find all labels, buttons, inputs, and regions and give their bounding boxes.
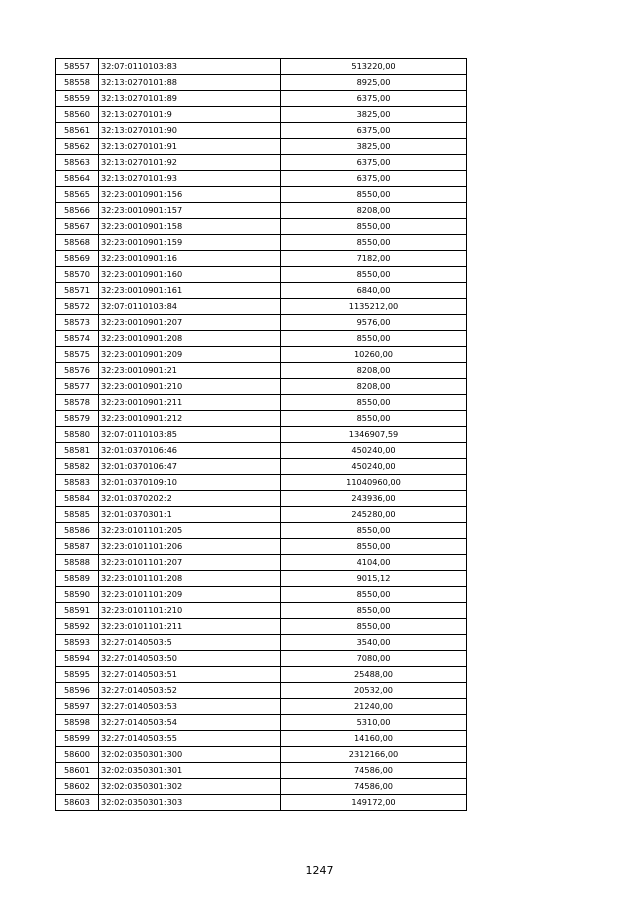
table-row xyxy=(56,75,467,91)
row-number: 58578 xyxy=(56,395,99,411)
cadastral-value: 8550,00 xyxy=(281,539,467,555)
cadastral-number: 32:23:0010901:212 xyxy=(99,411,281,427)
cadastral-number: 32:23:0101101:211 xyxy=(99,619,281,635)
table-row xyxy=(56,731,467,747)
page-number: 1247 xyxy=(305,864,334,877)
table-row xyxy=(56,507,467,523)
row-number: 58589 xyxy=(56,571,99,587)
table-row xyxy=(56,459,467,475)
cadastral-number: 32:23:0101101:209 xyxy=(99,587,281,603)
cadastral-value: 11040960,00 xyxy=(281,475,467,491)
cadastral-value: 1135212,00 xyxy=(281,299,467,315)
row-number: 58562 xyxy=(56,139,99,155)
cadastral-number: 32:23:0101101:208 xyxy=(99,571,281,587)
cadastral-value: 8925,00 xyxy=(281,75,467,91)
row-number: 58591 xyxy=(56,603,99,619)
cadastral-number: 32:07:0110103:83 xyxy=(99,59,281,75)
cadastral-value: 8550,00 xyxy=(281,411,467,427)
row-number: 58575 xyxy=(56,347,99,363)
cadastral-number: 32:23:0010901:157 xyxy=(99,203,281,219)
table-row xyxy=(56,363,467,379)
cadastral-value: 14160,00 xyxy=(281,731,467,747)
cadastral-value: 10260,00 xyxy=(281,347,467,363)
table-row xyxy=(56,91,467,107)
cadastral-value: 513220,00 xyxy=(281,59,467,75)
cadastral-value: 8550,00 xyxy=(281,603,467,619)
cadastral-number: 32:07:0110103:84 xyxy=(99,299,281,315)
cadastral-number: 32:13:0270101:9 xyxy=(99,107,281,123)
row-number: 58564 xyxy=(56,171,99,187)
cadastral-number: 32:23:0010901:208 xyxy=(99,331,281,347)
cadastral-number: 32:23:0010901:21 xyxy=(99,363,281,379)
table-row xyxy=(56,331,467,347)
table-row xyxy=(56,555,467,571)
row-number: 58583 xyxy=(56,475,99,491)
row-number: 58565 xyxy=(56,187,99,203)
row-number: 58572 xyxy=(56,299,99,315)
cadastral-number: 32:23:0010901:209 xyxy=(99,347,281,363)
cadastral-number: 32:23:0010901:211 xyxy=(99,395,281,411)
row-number: 58581 xyxy=(56,443,99,459)
cadastral-value: 4104,00 xyxy=(281,555,467,571)
row-number: 58592 xyxy=(56,619,99,635)
row-number: 58557 xyxy=(56,59,99,75)
row-number: 58585 xyxy=(56,507,99,523)
row-number: 58563 xyxy=(56,155,99,171)
row-number: 58579 xyxy=(56,411,99,427)
row-number: 58588 xyxy=(56,555,99,571)
row-number: 58571 xyxy=(56,283,99,299)
row-number: 58576 xyxy=(56,363,99,379)
table-row xyxy=(56,603,467,619)
table-row xyxy=(56,635,467,651)
cadastral-value: 8208,00 xyxy=(281,363,467,379)
table-row xyxy=(56,139,467,155)
cadastral-number: 32:13:0270101:89 xyxy=(99,91,281,107)
cadastral-value: 25488,00 xyxy=(281,667,467,683)
table-row xyxy=(56,683,467,699)
cadastral-value: 74586,00 xyxy=(281,763,467,779)
row-number: 58595 xyxy=(56,667,99,683)
cadastral-value: 8550,00 xyxy=(281,235,467,251)
table-row xyxy=(56,747,467,763)
cadastral-number: 32:13:0270101:90 xyxy=(99,123,281,139)
row-number: 58601 xyxy=(56,763,99,779)
table-row xyxy=(56,795,467,811)
cadastral-number: 32:27:0140503:50 xyxy=(99,651,281,667)
cadastral-value: 8550,00 xyxy=(281,267,467,283)
cadastral-number: 32:01:0370301:1 xyxy=(99,507,281,523)
cadastral-value-table xyxy=(55,58,467,811)
row-number: 58567 xyxy=(56,219,99,235)
table-row xyxy=(56,379,467,395)
row-number: 58593 xyxy=(56,635,99,651)
cadastral-number: 32:23:0010901:160 xyxy=(99,267,281,283)
cadastral-number: 32:27:0140503:5 xyxy=(99,635,281,651)
cadastral-number: 32:27:0140503:53 xyxy=(99,699,281,715)
table-row xyxy=(56,571,467,587)
cadastral-number: 32:01:0370202:2 xyxy=(99,491,281,507)
cadastral-value: 8550,00 xyxy=(281,587,467,603)
row-number: 58599 xyxy=(56,731,99,747)
cadastral-value: 6375,00 xyxy=(281,123,467,139)
cadastral-number: 32:01:0370106:47 xyxy=(99,459,281,475)
row-number: 58559 xyxy=(56,91,99,107)
cadastral-value: 2312166,00 xyxy=(281,747,467,763)
cadastral-value: 450240,00 xyxy=(281,459,467,475)
table-row xyxy=(56,427,467,443)
cadastral-value: 6375,00 xyxy=(281,155,467,171)
cadastral-value: 3825,00 xyxy=(281,107,467,123)
table-row xyxy=(56,107,467,123)
row-number: 58568 xyxy=(56,235,99,251)
row-number: 58598 xyxy=(56,715,99,731)
cadastral-number: 32:27:0140503:52 xyxy=(99,683,281,699)
cadastral-value: 8208,00 xyxy=(281,203,467,219)
cadastral-value: 74586,00 xyxy=(281,779,467,795)
cadastral-number: 32:02:0350301:303 xyxy=(99,795,281,811)
cadastral-value: 8550,00 xyxy=(281,219,467,235)
cadastral-number: 32:23:0010901:207 xyxy=(99,315,281,331)
table-row xyxy=(56,155,467,171)
cadastral-number: 32:07:0110103:85 xyxy=(99,427,281,443)
cadastral-value: 9576,00 xyxy=(281,315,467,331)
cadastral-value: 8550,00 xyxy=(281,331,467,347)
row-number: 58596 xyxy=(56,683,99,699)
cadastral-value: 8550,00 xyxy=(281,523,467,539)
table-row xyxy=(56,715,467,731)
row-number: 58603 xyxy=(56,795,99,811)
cadastral-number: 32:13:0270101:88 xyxy=(99,75,281,91)
table-row xyxy=(56,763,467,779)
table-row xyxy=(56,619,467,635)
table-row xyxy=(56,699,467,715)
row-number: 58577 xyxy=(56,379,99,395)
row-number: 58600 xyxy=(56,747,99,763)
cadastral-value: 245280,00 xyxy=(281,507,467,523)
cadastral-number: 32:23:0010901:158 xyxy=(99,219,281,235)
cadastral-number: 32:23:0010901:210 xyxy=(99,379,281,395)
row-number: 58570 xyxy=(56,267,99,283)
cadastral-value: 20532,00 xyxy=(281,683,467,699)
row-number: 58584 xyxy=(56,491,99,507)
table-row xyxy=(56,203,467,219)
table-body xyxy=(56,59,467,811)
table-row xyxy=(56,315,467,331)
cadastral-number: 32:13:0270101:93 xyxy=(99,171,281,187)
cadastral-value: 6840,00 xyxy=(281,283,467,299)
row-number: 58560 xyxy=(56,107,99,123)
cadastral-value: 7080,00 xyxy=(281,651,467,667)
cadastral-number: 32:13:0270101:92 xyxy=(99,155,281,171)
cadastral-number: 32:23:0010901:156 xyxy=(99,187,281,203)
row-number: 58580 xyxy=(56,427,99,443)
table-row xyxy=(56,443,467,459)
table-row xyxy=(56,267,467,283)
row-number: 58566 xyxy=(56,203,99,219)
row-number: 58594 xyxy=(56,651,99,667)
cadastral-number: 32:27:0140503:55 xyxy=(99,731,281,747)
cadastral-number: 32:23:0010901:16 xyxy=(99,251,281,267)
cadastral-value: 8550,00 xyxy=(281,187,467,203)
cadastral-number: 32:27:0140503:51 xyxy=(99,667,281,683)
cadastral-number: 32:23:0101101:205 xyxy=(99,523,281,539)
table-row xyxy=(56,171,467,187)
cadastral-value: 9015,12 xyxy=(281,571,467,587)
table-row xyxy=(56,395,467,411)
cadastral-number: 32:27:0140503:54 xyxy=(99,715,281,731)
cadastral-number: 32:01:0370109:10 xyxy=(99,475,281,491)
table-row xyxy=(56,187,467,203)
table-row xyxy=(56,491,467,507)
row-number: 58558 xyxy=(56,75,99,91)
row-number: 58569 xyxy=(56,251,99,267)
table-row xyxy=(56,539,467,555)
table-row xyxy=(56,523,467,539)
cadastral-value: 21240,00 xyxy=(281,699,467,715)
cadastral-value: 243936,00 xyxy=(281,491,467,507)
table-row xyxy=(56,123,467,139)
cadastral-number: 32:23:0101101:207 xyxy=(99,555,281,571)
table-row xyxy=(56,411,467,427)
row-number: 58587 xyxy=(56,539,99,555)
cadastral-number: 32:02:0350301:300 xyxy=(99,747,281,763)
table-row xyxy=(56,219,467,235)
row-number: 58573 xyxy=(56,315,99,331)
cadastral-number: 32:01:0370106:46 xyxy=(99,443,281,459)
row-number: 58561 xyxy=(56,123,99,139)
table-row xyxy=(56,251,467,267)
cadastral-value: 5310,00 xyxy=(281,715,467,731)
cadastral-value: 6375,00 xyxy=(281,171,467,187)
cadastral-value: 450240,00 xyxy=(281,443,467,459)
row-number: 58590 xyxy=(56,587,99,603)
cadastral-number: 32:23:0101101:206 xyxy=(99,539,281,555)
cadastral-number: 32:23:0101101:210 xyxy=(99,603,281,619)
row-number: 58597 xyxy=(56,699,99,715)
cadastral-value: 8550,00 xyxy=(281,395,467,411)
table-row xyxy=(56,587,467,603)
table-row xyxy=(56,59,467,75)
row-number: 58582 xyxy=(56,459,99,475)
cadastral-number: 32:23:0010901:159 xyxy=(99,235,281,251)
table-row xyxy=(56,347,467,363)
table-row xyxy=(56,779,467,795)
cadastral-value: 1346907,59 xyxy=(281,427,467,443)
cadastral-number: 32:23:0010901:161 xyxy=(99,283,281,299)
cadastral-value: 3825,00 xyxy=(281,139,467,155)
cadastral-value: 8550,00 xyxy=(281,619,467,635)
row-number: 58602 xyxy=(56,779,99,795)
table-row xyxy=(56,283,467,299)
table-row xyxy=(56,299,467,315)
cadastral-value: 8208,00 xyxy=(281,379,467,395)
row-number: 58586 xyxy=(56,523,99,539)
table-row xyxy=(56,667,467,683)
cadastral-value: 6375,00 xyxy=(281,91,467,107)
table-row xyxy=(56,475,467,491)
cadastral-value: 3540,00 xyxy=(281,635,467,651)
cadastral-value: 7182,00 xyxy=(281,251,467,267)
table-row xyxy=(56,651,467,667)
cadastral-number: 32:02:0350301:302 xyxy=(99,779,281,795)
cadastral-value: 149172,00 xyxy=(281,795,467,811)
table-row xyxy=(56,235,467,251)
row-number: 58574 xyxy=(56,331,99,347)
cadastral-number: 32:13:0270101:91 xyxy=(99,139,281,155)
cadastral-number: 32:02:0350301:301 xyxy=(99,763,281,779)
